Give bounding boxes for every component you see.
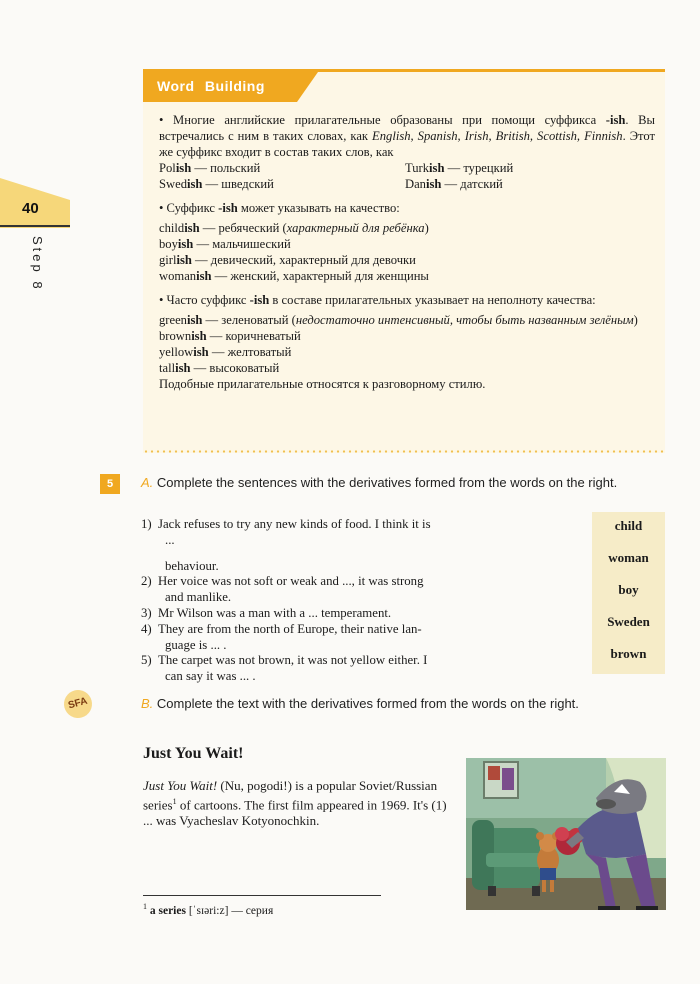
footnote: $^1$ a series [ˈsɪəri:z] — серия — [143, 902, 274, 917]
partial-item: brownish — коричневатый — [159, 329, 301, 343]
sfa-badge: SFA — [61, 687, 95, 721]
sentence-3: 3) Mr Wilson was a man with a ... temperament. — [141, 605, 392, 620]
style-note: Подобные прилагательные относятся к разговорному стилю. — [159, 377, 486, 391]
dotted-border — [143, 450, 665, 453]
quality-item: childish — ребячеcкий (характерный для ребёнка) — [159, 221, 429, 235]
sentence-2: 2) Her voice was not soft or weak and ..., it was strong — [141, 574, 424, 589]
intro-paragraph: • Многие английские прилагательные образованы при помощи суффикса -ish. Вы встречались с ним в таких словах, как English, Spanish, Irish, British, Scottish, Finnish. Этот же суффикс входит в состав таких слов, как — [159, 113, 655, 159]
word-building-content — [159, 112, 655, 392]
side-divider — [0, 225, 70, 227]
quality-item: boyish — мальчишеский — [159, 237, 291, 251]
base-word: Sweden — [607, 614, 650, 629]
sentence-1: 1) Jack refuses to try any new kinds of food. I think it is — [141, 517, 431, 531]
partial-item: greenish — зеленоватый (недостаточно интенсивный, чтобы быть названным зелёным) — [159, 313, 638, 327]
page-number: 40 — [22, 200, 39, 217]
instruction-a: A. Complete the sentences with the derivatives formed from the words on the right. — [141, 475, 618, 490]
cartoon-illustration — [466, 758, 666, 910]
sentence-list: 1) Jack refuses to try any new kinds of food. I think it is ... behaviour. 2) Her voice was not soft or weak and ..., it was strong and manlike. 3) Mr Wilson was a man with a ... temperament. 4) They are from the north of Europe, their native lan- guage is ... . 5) The carpet was not brown, it was not yellow either. I can say it was ... . — [141, 517, 579, 685]
base-word: brown — [610, 646, 647, 661]
sentence-4: 4) They are from the north of Europe, their native lan- — [141, 621, 422, 636]
base-word: child — [614, 518, 643, 533]
base-words-column — [592, 512, 665, 674]
quality-item: womanish — женский, характерный для женщины — [159, 269, 429, 283]
example-pair: Polish — польский Turkish — турецкий — [159, 161, 514, 175]
step-label: Step 8 — [30, 236, 45, 292]
base-word: woman — [608, 550, 649, 565]
footnote-divider — [143, 895, 381, 896]
base-word: boy — [618, 582, 639, 597]
word-building-title: Word Building — [157, 78, 265, 94]
sentence-5: 5) The carpet was not brown, it was not yellow either. I — [141, 653, 428, 668]
instruction-b: B. Complete the text with the derivatives formed from the words on the right. — [141, 696, 579, 711]
partial-item: yellowish — желтоватый — [159, 345, 292, 359]
exercise-number: 5 — [100, 474, 120, 494]
quality-heading: • Суффикс -ish может указывать на качество: — [159, 201, 400, 215]
partial-item: tallish — высоковатый — [159, 361, 280, 375]
word-building-box — [143, 69, 665, 453]
story-text: Just You Wait! (Nu, pogodi!) is a popular Soviet/Russian series$^1$ of cartoons. The first film appeared in 1969. It's (1) ... was Vyacheslav Kotyonochkin. — [143, 778, 447, 829]
example-pair: Swedish — шведский Danish — датский — [159, 177, 503, 191]
story-title: Just You Wait! — [143, 745, 244, 762]
partial-heading: • Часто суффикс -ish в составе прилагательных указывает на неполноту качества: — [159, 293, 596, 307]
quality-item: girlish — девический, характерный для девочки — [159, 253, 416, 267]
